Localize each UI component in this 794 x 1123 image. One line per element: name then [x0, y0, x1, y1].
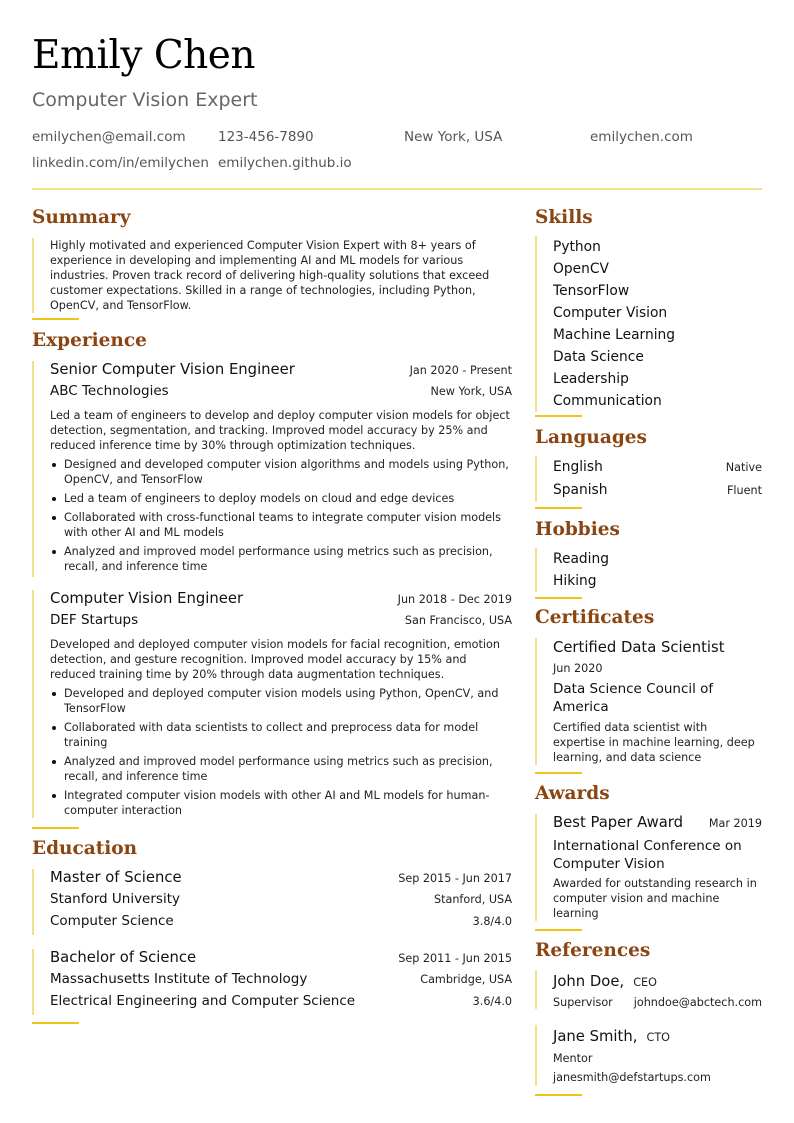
reference-email[interactable]: janesmith@defstartups.com — [553, 1071, 711, 1084]
list-item: Developed and deployed computer vision models using Python, OpenCV, and TensorFlow — [50, 686, 512, 716]
reference-title: CTO — [646, 1031, 670, 1044]
gpa: 3.6/4.0 — [472, 995, 512, 1008]
language-name: English — [553, 459, 603, 475]
contact-location: New York, USA — [404, 129, 503, 145]
job-bullets — [50, 457, 512, 574]
summary-heading: Summary — [32, 207, 131, 228]
skill-item: Python — [553, 239, 601, 255]
reference-item — [535, 970, 762, 1009]
contact-email[interactable]: emilychen@email.com — [32, 129, 186, 145]
awards-heading: Awards — [535, 783, 610, 804]
resume-title: Computer Vision Expert — [32, 89, 258, 111]
job-bullets — [50, 686, 512, 818]
list-item: Led a team of engineers to deploy models on cloud and edge devices — [50, 491, 512, 506]
section-divider — [535, 597, 582, 599]
skill-item: Communication — [553, 393, 662, 409]
hobby-item: Reading — [553, 551, 610, 567]
section-divider — [535, 1094, 582, 1096]
section-divider — [535, 929, 582, 931]
experience-item — [32, 590, 512, 818]
contact-phone[interactable]: 123-456-7890 — [218, 129, 314, 145]
certificate-date: Jun 2020 — [553, 662, 603, 675]
list-item: Analyzed and improved model performance using metrics such as precision, recall, and inference time — [50, 754, 512, 784]
job-location: New York, USA — [430, 385, 512, 398]
certificates-heading: Certificates — [535, 607, 655, 628]
award-description: Awarded for outstanding research in computer vision and machine learning — [553, 877, 757, 920]
certificate-description: Certified data scientist with expertise in machine learning, deep learning, and data science — [553, 721, 755, 764]
section-divider — [535, 415, 582, 417]
reference-name: Jane Smith, — [553, 1028, 638, 1045]
field-of-study: Computer Science — [50, 913, 174, 929]
list-item: Collaborated with data scientists to collect and preprocess data for model training — [50, 720, 512, 750]
job-title: Computer Vision Engineer — [50, 590, 244, 607]
list-item: Collaborated with cross-functional teams to integrate computer vision models with other AI and ML models — [50, 510, 512, 540]
contact-website[interactable]: emilychen.com — [590, 129, 693, 145]
award-date: Mar 2019 — [708, 817, 762, 830]
experience-item — [32, 361, 512, 577]
list-item: Integrated computer vision models with other AI and ML models for human-computer interaction — [50, 788, 512, 818]
summary-text: Highly motivated and experienced Computer Vision Expert with 8+ years of experience in developing and implementing AI and ML models for various industries. Proven track record of delivering high-quality solutions that exceed customer expectations. Skilled in a range of technologies, including Python, OpenCV, and TensorFlow. — [50, 239, 490, 312]
job-dates: Jan 2020 - Present — [409, 364, 512, 377]
skills-heading: Skills — [535, 207, 593, 228]
list-item: Designed and developed computer vision algorithms and models using Python, OpenCV, and TensorFlow — [50, 457, 512, 487]
job-description: Led a team of engineers to develop and deploy computer vision models for object detection, segmentation, and tracking. Improved model accuracy by 25% and reduced inference time by 30% through optimization techniques. — [50, 409, 510, 452]
language-level: Native — [725, 461, 762, 474]
language-level: Fluent — [727, 484, 762, 497]
skill-item: Data Science — [553, 349, 644, 365]
school-name: Massachusetts Institute of Technology — [50, 971, 308, 987]
gpa: 3.8/4.0 — [472, 915, 512, 928]
job-title: Senior Computer Vision Engineer — [50, 361, 295, 378]
company-name: ABC Technologies — [50, 383, 169, 399]
award-name: Best Paper Award — [553, 814, 683, 831]
reference-email[interactable]: johndoe@abctech.com — [633, 996, 762, 1009]
hobby-item: Hiking — [553, 573, 597, 589]
skill-item: Leadership — [553, 371, 629, 387]
job-location: San Francisco, USA — [404, 614, 512, 627]
section-divider — [32, 318, 79, 320]
section-divider — [32, 1022, 79, 1024]
list-item: Analyzed and improved model performance using metrics such as precision, recall, and inference time — [50, 544, 512, 574]
award-item — [535, 814, 762, 921]
languages-list — [535, 456, 762, 502]
certificate-name: Certified Data Scientist — [553, 639, 725, 656]
language-item — [553, 479, 762, 502]
certificate-item — [535, 638, 762, 765]
degree-name: Master of Science — [50, 869, 182, 886]
contact-linkedin[interactable]: linkedin.com/in/emilychen — [32, 155, 209, 171]
reference-title: CEO — [633, 976, 657, 989]
contact-github[interactable]: emilychen.github.io — [218, 155, 352, 171]
section-divider — [535, 507, 582, 509]
skills-list — [535, 236, 762, 412]
education-item — [32, 949, 512, 1015]
header-divider — [32, 188, 762, 190]
skill-item: TensorFlow — [553, 283, 630, 299]
hobbies-heading: Hobbies — [535, 519, 620, 540]
field-of-study: Electrical Engineering and Computer Science — [50, 993, 356, 1009]
school-location: Stanford, USA — [434, 893, 512, 906]
language-name: Spanish — [553, 482, 608, 498]
job-description: Developed and deployed computer vision models for facial recognition, emotion detection, and gesture recognition. Improved model accuracy by 15% and reduced training time by 20% through data augmentation techniques. — [50, 638, 500, 681]
reference-relation: Mentor — [553, 1052, 593, 1065]
award-issuer: International Conference on Computer Vision — [553, 838, 742, 872]
skill-item: Machine Learning — [553, 327, 676, 343]
job-dates: Jun 2018 - Dec 2019 — [397, 593, 512, 606]
education-item — [32, 869, 512, 935]
reference-item — [535, 1025, 762, 1086]
experience-heading: Experience — [32, 330, 147, 351]
section-divider — [32, 827, 79, 829]
reference-name: John Doe, — [553, 973, 625, 990]
section-divider — [535, 772, 582, 774]
references-heading: References — [535, 940, 651, 961]
summary-block — [32, 238, 512, 313]
company-name: DEF Startups — [50, 612, 139, 628]
school-location: Cambridge, USA — [420, 973, 512, 986]
education-dates: Sep 2015 - Jun 2017 — [398, 872, 512, 885]
skill-item: OpenCV — [553, 261, 609, 277]
languages-heading: Languages — [535, 427, 647, 448]
hobbies-list — [535, 548, 762, 592]
skill-item: Computer Vision — [553, 305, 668, 321]
resume-name: Emily Chen — [32, 33, 255, 78]
education-heading: Education — [32, 838, 138, 859]
contact-info — [32, 128, 772, 172]
certificate-issuer: Data Science Council of America — [553, 681, 714, 715]
language-item — [553, 456, 762, 479]
reference-relation: Supervisor — [553, 996, 613, 1009]
education-dates: Sep 2011 - Jun 2015 — [398, 952, 512, 965]
school-name: Stanford University — [50, 891, 180, 907]
degree-name: Bachelor of Science — [50, 949, 197, 966]
